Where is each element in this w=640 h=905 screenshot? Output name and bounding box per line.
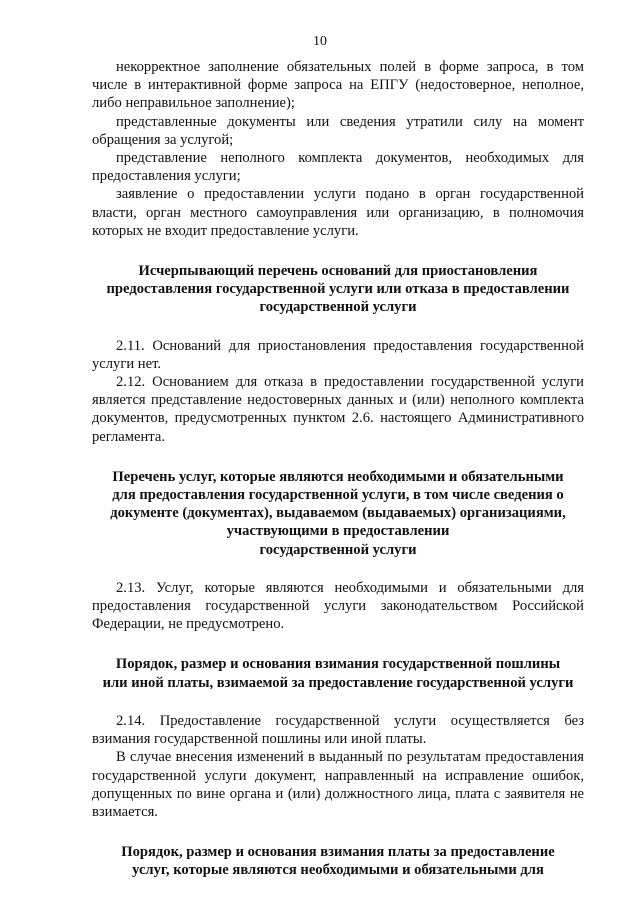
- list-item: некорректное заполнение обязательных полей в форме запроса, в том числе в интерактивной форме запроса на ЕПГУ (недостоверное, неполное, либо неправильное заполнение);: [92, 59, 584, 112]
- heading-line: Порядок, размер и основания взимания государственной пошлины: [115, 656, 561, 673]
- heading-line: Порядок, размер и основания взимания платы за предоставление: [121, 844, 555, 861]
- paragraph-2-13: 2.13. Услуг, которые являются необходимыми и обязательными для предоставления государственной услуги законодательством Российской Федерации, не предусмотрено.: [92, 579, 584, 633]
- page-number: 10: [313, 34, 327, 49]
- heading-line: услуг, которые являются необходимыми и обязательными для: [132, 862, 544, 879]
- section-heading-required-services: [92, 468, 584, 559]
- paragraph-2-11: 2.11. Оснований для приостановления предоставления государственной услуги нет.: [92, 337, 584, 372]
- paragraph-2-14: 2.14. Предоставление государственной услуги осуществляется без взимания государственной пошлины или иной платы.: [92, 712, 584, 748]
- list-item: заявление о предоставлении услуги подано в орган государственной власти, орган местного самоуправления или организацию, в полномочия которых не входит предоставление услуги.: [92, 186, 584, 239]
- section-heading-service-fee: [92, 843, 584, 879]
- heading-line: для предоставления государственной услуги, в том числе сведения о: [112, 487, 564, 504]
- list-item: представление неполного комплекта документов, необходимых для предоставления услуги;: [92, 150, 584, 185]
- list-item: представленные документы или сведения утратили силу на момент обращения за услугой;: [92, 113, 584, 148]
- heading-line: документе (документах), выдаваемом (выдаваемых) организациями,: [110, 505, 566, 522]
- heading-line: участвующими в предоставлении: [226, 523, 450, 540]
- paragraph-2-12: 2.12. Основанием для отказа в предоставлении государственной услуги является представление недостоверных данных и (или) неполного комплекта документов, предусмотренных пунктом 2.6. настоящего Административного регламента.: [92, 374, 584, 445]
- heading-line: Перечень услуг, которые являются необходимыми и обязательными: [112, 468, 564, 485]
- section-heading-state-fee: [92, 655, 584, 691]
- heading-line: или иной платы, взимаемой за предоставление государственной услуги: [102, 674, 574, 691]
- section-heading-suspension: Исчерпывающий перечень оснований для приостановления предоставления государственной услуги или отказа в предоставлении государственной услуги: [106, 263, 570, 316]
- page-content: [92, 58, 584, 880]
- paragraph-fee-correction: В случае внесения изменений в выданный по результатам предоставления государственной услуги документ, направленный на исправление ошибок, допущенных по вине органа и (или) должностного лица, плата с заявителя не взимается.: [92, 749, 584, 820]
- heading-line: государственной услуги: [259, 541, 417, 558]
